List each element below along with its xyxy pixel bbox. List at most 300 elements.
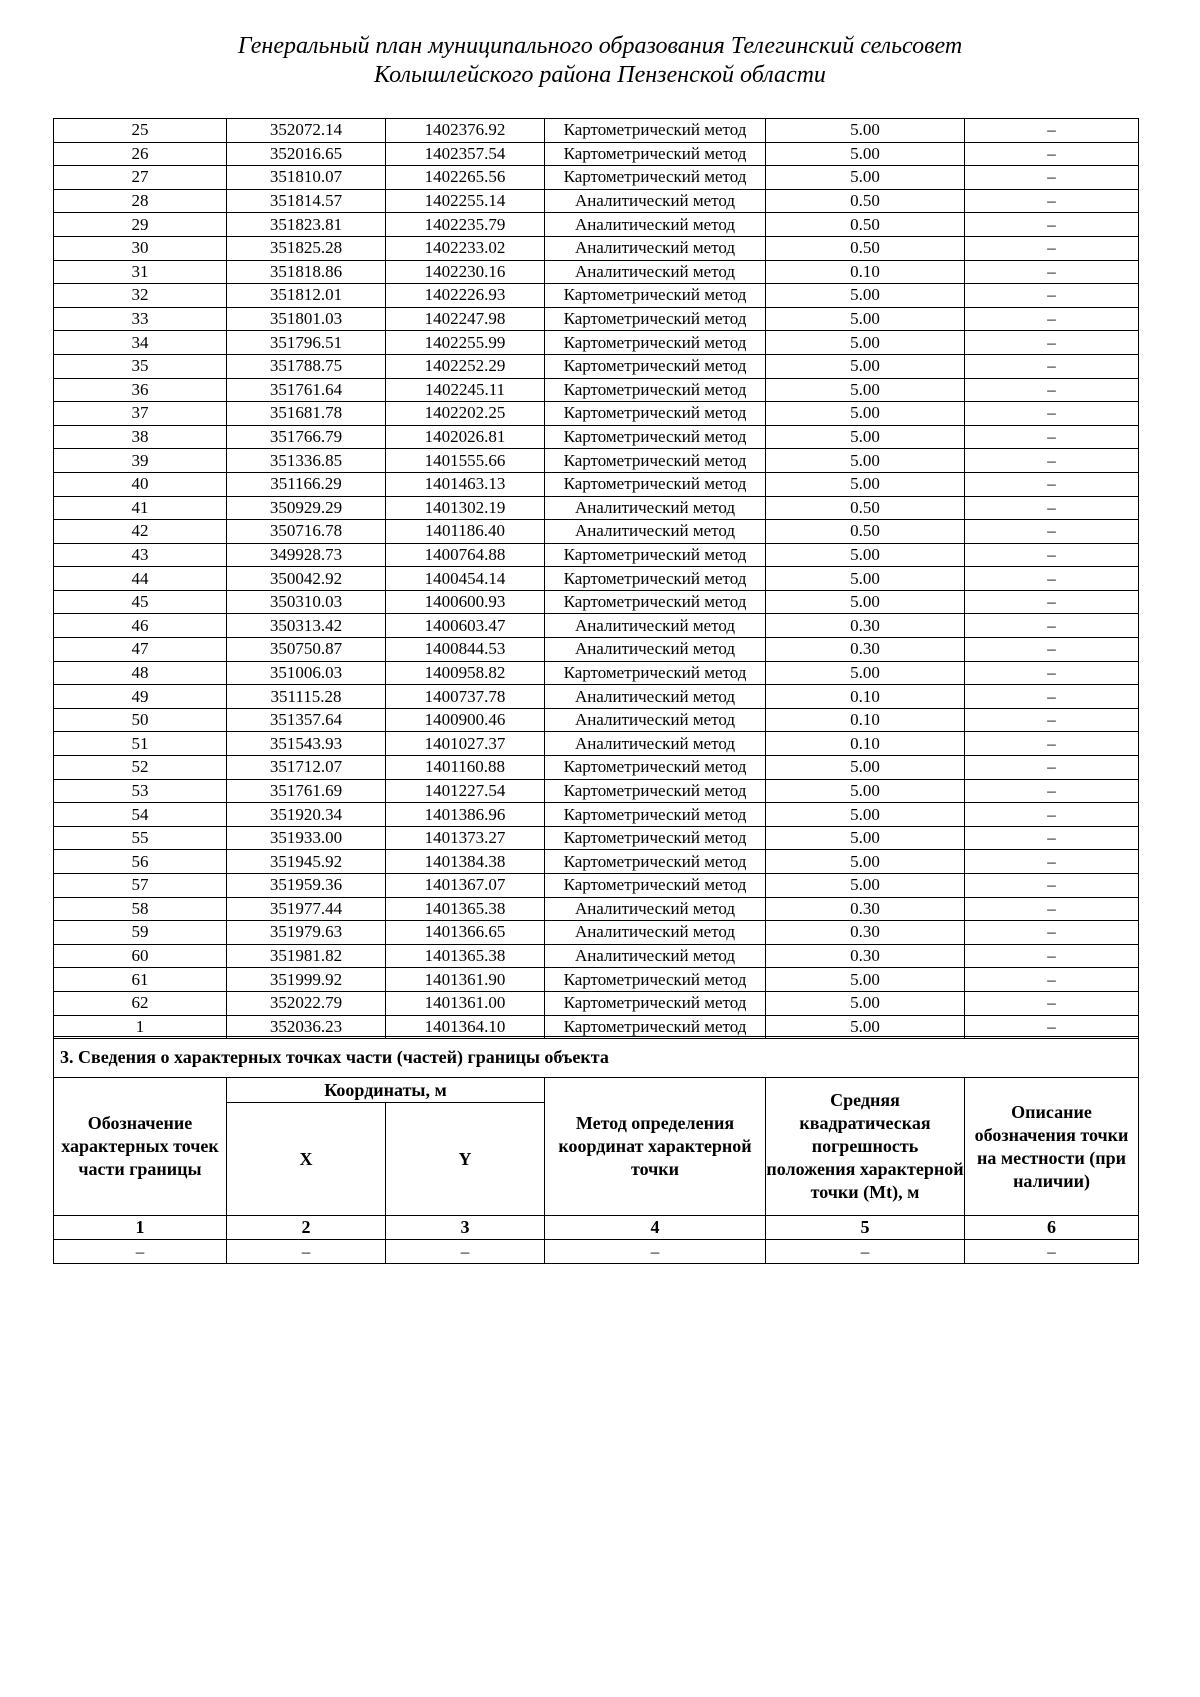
table-cell: Аналитический метод bbox=[545, 638, 766, 662]
table-cell: 5.00 bbox=[766, 331, 965, 355]
column-number: 5 bbox=[766, 1216, 965, 1240]
table-cell: Картометрический метод bbox=[545, 331, 766, 355]
table-cell: – bbox=[965, 803, 1139, 827]
table-cell: 25 bbox=[54, 119, 227, 143]
table-cell: 40 bbox=[54, 472, 227, 496]
table-row bbox=[54, 331, 1139, 355]
table-cell: 1401555.66 bbox=[386, 449, 545, 473]
section3-title-row bbox=[54, 1037, 1139, 1078]
table-cell: 5.00 bbox=[766, 119, 965, 143]
header-line-1: Генеральный план муниципального образования Телегинский сельсовет bbox=[237, 33, 963, 59]
table-cell: 351766.79 bbox=[227, 425, 386, 449]
table-cell: 350310.03 bbox=[227, 590, 386, 614]
table-row bbox=[54, 543, 1139, 567]
table-cell: – bbox=[965, 708, 1139, 732]
table-cell: 35 bbox=[54, 354, 227, 378]
table-row bbox=[54, 638, 1139, 662]
table-cell: 0.30 bbox=[766, 614, 965, 638]
table-cell: 1401365.38 bbox=[386, 944, 545, 968]
table-cell: 34 bbox=[54, 331, 227, 355]
table-cell: – bbox=[965, 944, 1139, 968]
table-row bbox=[54, 779, 1139, 803]
table-cell: – bbox=[965, 189, 1139, 213]
table-cell: 33 bbox=[54, 307, 227, 331]
table-cell: 50 bbox=[54, 708, 227, 732]
table-cell: Картометрический метод bbox=[545, 307, 766, 331]
table-cell: 5.00 bbox=[766, 991, 965, 1015]
table-cell: 1400737.78 bbox=[386, 685, 545, 709]
table-cell: 5.00 bbox=[766, 142, 965, 166]
table-row bbox=[54, 520, 1139, 544]
table-cell: 54 bbox=[54, 803, 227, 827]
header-x: X bbox=[227, 1103, 386, 1216]
table-cell: Аналитический метод bbox=[545, 732, 766, 756]
table-cell: 352072.14 bbox=[227, 119, 386, 143]
table-row bbox=[54, 708, 1139, 732]
table-cell: 53 bbox=[54, 779, 227, 803]
table-cell: 351981.82 bbox=[227, 944, 386, 968]
table-cell: 1402252.29 bbox=[386, 354, 545, 378]
table-cell: 61 bbox=[54, 968, 227, 992]
table-cell: – bbox=[965, 166, 1139, 190]
table-cell: 5.00 bbox=[766, 968, 965, 992]
table-cell: 351761.69 bbox=[227, 779, 386, 803]
table-cell: Аналитический метод bbox=[545, 921, 766, 945]
table-cell: Картометрический метод bbox=[545, 661, 766, 685]
table-cell: – bbox=[965, 685, 1139, 709]
table-row bbox=[54, 260, 1139, 284]
table-cell: Картометрический метод bbox=[545, 826, 766, 850]
table-row bbox=[54, 142, 1139, 166]
table-cell: 351796.51 bbox=[227, 331, 386, 355]
table-cell: – bbox=[965, 449, 1139, 473]
table-cell: 0.10 bbox=[766, 732, 965, 756]
table-cell: – bbox=[965, 213, 1139, 237]
table-cell: 351801.03 bbox=[227, 307, 386, 331]
table-cell: 1400600.93 bbox=[386, 590, 545, 614]
table-cell: 41 bbox=[54, 496, 227, 520]
table-cell: 351979.63 bbox=[227, 921, 386, 945]
table-cell: Аналитический метод bbox=[545, 708, 766, 732]
table-row bbox=[54, 166, 1139, 190]
table-cell: – bbox=[965, 496, 1139, 520]
table-row bbox=[54, 968, 1139, 992]
table-cell: 352036.23 bbox=[227, 1015, 386, 1039]
table-cell: 0.30 bbox=[766, 897, 965, 921]
table-cell: 1401463.13 bbox=[386, 472, 545, 496]
table-cell: Картометрический метод bbox=[545, 119, 766, 143]
table-cell: 1401386.96 bbox=[386, 803, 545, 827]
table-row bbox=[54, 425, 1139, 449]
table-cell: 5.00 bbox=[766, 567, 965, 591]
column-number: 6 bbox=[965, 1216, 1139, 1240]
table-cell: 1401365.38 bbox=[386, 897, 545, 921]
table-cell: 1401027.37 bbox=[386, 732, 545, 756]
table-cell: 30 bbox=[54, 236, 227, 260]
table-row bbox=[54, 826, 1139, 850]
table-cell: 352016.65 bbox=[227, 142, 386, 166]
table-cell: Аналитический метод bbox=[545, 213, 766, 237]
table-cell: 1401364.10 bbox=[386, 1015, 545, 1039]
table-cell: Картометрический метод bbox=[545, 991, 766, 1015]
table-cell: – bbox=[965, 826, 1139, 850]
table-cell: – bbox=[386, 1240, 545, 1264]
table-cell: 351999.92 bbox=[227, 968, 386, 992]
table-cell: 5.00 bbox=[766, 779, 965, 803]
section3-column-numbers bbox=[54, 1216, 1139, 1240]
table-cell: 1401384.38 bbox=[386, 850, 545, 874]
table-cell: – bbox=[965, 1015, 1139, 1039]
table-cell: 1401361.90 bbox=[386, 968, 545, 992]
table-cell: 28 bbox=[54, 189, 227, 213]
table-row bbox=[54, 590, 1139, 614]
table-cell: – bbox=[965, 638, 1139, 662]
table-cell: 1402247.98 bbox=[386, 307, 545, 331]
header-method: Метод определения координат характерной точки bbox=[545, 1078, 766, 1216]
header-coordinates: Координаты, м bbox=[227, 1078, 545, 1103]
table-cell: 351788.75 bbox=[227, 354, 386, 378]
table-cell: 60 bbox=[54, 944, 227, 968]
table-cell: – bbox=[965, 614, 1139, 638]
table-cell: 36 bbox=[54, 378, 227, 402]
table-cell: – bbox=[965, 897, 1139, 921]
table-cell: 1401227.54 bbox=[386, 779, 545, 803]
table-cell: Картометрический метод bbox=[545, 449, 766, 473]
table-cell: 5.00 bbox=[766, 543, 965, 567]
table-cell: Картометрический метод bbox=[545, 166, 766, 190]
table-cell: – bbox=[766, 1240, 965, 1264]
table-cell: 1402026.81 bbox=[386, 425, 545, 449]
table-cell: 350929.29 bbox=[227, 496, 386, 520]
column-number: 2 bbox=[227, 1216, 386, 1240]
table-cell: 1402357.54 bbox=[386, 142, 545, 166]
table-cell: 1402265.56 bbox=[386, 166, 545, 190]
header-line-2: Колышлейского района Пензенской области bbox=[374, 62, 826, 88]
table-cell: 1400958.82 bbox=[386, 661, 545, 685]
table-cell: 5.00 bbox=[766, 874, 965, 898]
table-row bbox=[54, 874, 1139, 898]
table-cell: 42 bbox=[54, 520, 227, 544]
table-cell: Картометрический метод bbox=[545, 874, 766, 898]
table-cell: 57 bbox=[54, 874, 227, 898]
table-cell: 5.00 bbox=[766, 1015, 965, 1039]
boundary-points-body bbox=[54, 119, 1139, 1039]
table-cell: Картометрический метод bbox=[545, 402, 766, 426]
table-cell: 0.50 bbox=[766, 236, 965, 260]
table-row bbox=[54, 921, 1139, 945]
table-cell: – bbox=[965, 779, 1139, 803]
table-cell: 351712.07 bbox=[227, 756, 386, 780]
table-cell: 351945.92 bbox=[227, 850, 386, 874]
table-row bbox=[54, 756, 1139, 780]
table-cell: 5.00 bbox=[766, 826, 965, 850]
table-cell: 5.00 bbox=[766, 590, 965, 614]
table-row bbox=[54, 472, 1139, 496]
table-cell: 351825.28 bbox=[227, 236, 386, 260]
column-number: 1 bbox=[54, 1216, 227, 1240]
table-cell: Картометрический метод bbox=[545, 543, 766, 567]
table-cell: – bbox=[965, 284, 1139, 308]
table-cell: 5.00 bbox=[766, 850, 965, 874]
table-cell: 0.30 bbox=[766, 921, 965, 945]
table-row bbox=[54, 213, 1139, 237]
table-row bbox=[54, 236, 1139, 260]
table-row bbox=[54, 944, 1139, 968]
table-row bbox=[54, 119, 1139, 143]
table-cell: 1400603.47 bbox=[386, 614, 545, 638]
table-cell: Аналитический метод bbox=[545, 685, 766, 709]
table-cell: – bbox=[965, 236, 1139, 260]
table-cell: Аналитический метод bbox=[545, 189, 766, 213]
table-cell: 1 bbox=[54, 1015, 227, 1039]
table-cell: Картометрический метод bbox=[545, 850, 766, 874]
table-cell: 351818.86 bbox=[227, 260, 386, 284]
table-cell: – bbox=[965, 991, 1139, 1015]
table-cell: 56 bbox=[54, 850, 227, 874]
table-cell: 351814.57 bbox=[227, 189, 386, 213]
table-cell: Картометрический метод bbox=[545, 779, 766, 803]
table-row bbox=[54, 567, 1139, 591]
table-cell: 351681.78 bbox=[227, 402, 386, 426]
table-cell: – bbox=[54, 1240, 227, 1264]
table-cell: 5.00 bbox=[766, 378, 965, 402]
table-cell: 351166.29 bbox=[227, 472, 386, 496]
table-row bbox=[54, 803, 1139, 827]
table-cell: 350313.42 bbox=[227, 614, 386, 638]
table-cell: 39 bbox=[54, 449, 227, 473]
table-cell: – bbox=[965, 921, 1139, 945]
table-row bbox=[54, 354, 1139, 378]
table-cell: Картометрический метод bbox=[545, 590, 766, 614]
table-cell: 38 bbox=[54, 425, 227, 449]
table-cell: 43 bbox=[54, 543, 227, 567]
table-cell: 27 bbox=[54, 166, 227, 190]
table-cell: 5.00 bbox=[766, 425, 965, 449]
section3-title: 3. Сведения о характерных точках части (частей) границы объекта bbox=[54, 1037, 1139, 1078]
table-cell: 1402255.99 bbox=[386, 331, 545, 355]
table-cell: 0.50 bbox=[766, 520, 965, 544]
table-cell: 37 bbox=[54, 402, 227, 426]
table-cell: 0.10 bbox=[766, 260, 965, 284]
table-row bbox=[54, 732, 1139, 756]
table-cell: – bbox=[227, 1240, 386, 1264]
table-cell: 1401366.65 bbox=[386, 921, 545, 945]
table-cell: Картометрический метод bbox=[545, 803, 766, 827]
boundary-points-table bbox=[53, 118, 1139, 1039]
section3-header-row-1 bbox=[54, 1078, 1139, 1103]
table-cell: 44 bbox=[54, 567, 227, 591]
table-cell: 351810.07 bbox=[227, 166, 386, 190]
table-cell: Аналитический метод bbox=[545, 614, 766, 638]
header-error: Средняя квадратическая погрешность положения характерной точки (Mt), м bbox=[766, 1078, 965, 1216]
table-cell: – bbox=[965, 756, 1139, 780]
header-y: Y bbox=[386, 1103, 545, 1216]
table-cell: 349928.73 bbox=[227, 543, 386, 567]
table-cell: 351920.34 bbox=[227, 803, 386, 827]
table-cell: Аналитический метод bbox=[545, 236, 766, 260]
table-cell: – bbox=[545, 1240, 766, 1264]
table-cell: 1402226.93 bbox=[386, 284, 545, 308]
table-cell: 0.30 bbox=[766, 944, 965, 968]
table-cell: 1400764.88 bbox=[386, 543, 545, 567]
table-cell: 5.00 bbox=[766, 307, 965, 331]
table-cell: 5.00 bbox=[766, 661, 965, 685]
table-cell: Картометрический метод bbox=[545, 378, 766, 402]
table-cell: 351357.64 bbox=[227, 708, 386, 732]
table-cell: 1400900.46 bbox=[386, 708, 545, 732]
table-cell: 1402235.79 bbox=[386, 213, 545, 237]
header-point-designation: Обозначение характерных точек части границы bbox=[54, 1078, 227, 1216]
table-cell: 0.10 bbox=[766, 685, 965, 709]
section3-table bbox=[53, 1036, 1139, 1264]
table-cell: 0.50 bbox=[766, 189, 965, 213]
table-cell: 29 bbox=[54, 213, 227, 237]
table-cell: 47 bbox=[54, 638, 227, 662]
table-cell: Аналитический метод bbox=[545, 897, 766, 921]
table-row bbox=[54, 897, 1139, 921]
table-cell: Картометрический метод bbox=[545, 1015, 766, 1039]
table-cell: 1400844.53 bbox=[386, 638, 545, 662]
table-cell: Картометрический метод bbox=[545, 756, 766, 780]
table-cell: 1401373.27 bbox=[386, 826, 545, 850]
table-cell: 1402255.14 bbox=[386, 189, 545, 213]
table-cell: 1402376.92 bbox=[386, 119, 545, 143]
table-cell: 32 bbox=[54, 284, 227, 308]
table-cell: – bbox=[965, 260, 1139, 284]
table-cell: 52 bbox=[54, 756, 227, 780]
table-cell: 5.00 bbox=[766, 284, 965, 308]
table-cell: 350750.87 bbox=[227, 638, 386, 662]
table-cell: 1402202.25 bbox=[386, 402, 545, 426]
table-row bbox=[54, 307, 1139, 331]
table-cell: Аналитический метод bbox=[545, 260, 766, 284]
table-cell: 351823.81 bbox=[227, 213, 386, 237]
table-cell: 351977.44 bbox=[227, 897, 386, 921]
table-cell: Картометрический метод bbox=[545, 968, 766, 992]
table-cell: 59 bbox=[54, 921, 227, 945]
section3-empty-row bbox=[54, 1240, 1139, 1264]
table-cell: 58 bbox=[54, 897, 227, 921]
table-row bbox=[54, 661, 1139, 685]
header-description: Описание обозначения точки на местности (при наличии) bbox=[965, 1078, 1139, 1216]
table-cell: – bbox=[965, 142, 1139, 166]
table-cell: – bbox=[965, 520, 1139, 544]
table-row bbox=[54, 991, 1139, 1015]
table-cell: 46 bbox=[54, 614, 227, 638]
table-cell: 350042.92 bbox=[227, 567, 386, 591]
table-cell: 5.00 bbox=[766, 472, 965, 496]
table-cell: 351543.93 bbox=[227, 732, 386, 756]
table-cell: Картометрический метод bbox=[545, 472, 766, 496]
table-cell: 1400454.14 bbox=[386, 567, 545, 591]
table-cell: 31 bbox=[54, 260, 227, 284]
table-cell: 5.00 bbox=[766, 402, 965, 426]
table-cell: 1401186.40 bbox=[386, 520, 545, 544]
table-cell: – bbox=[965, 472, 1139, 496]
table-cell: Аналитический метод bbox=[545, 944, 766, 968]
table-cell: 1402245.11 bbox=[386, 378, 545, 402]
column-number: 4 bbox=[545, 1216, 766, 1240]
table-cell: 5.00 bbox=[766, 354, 965, 378]
table-cell: 352022.79 bbox=[227, 991, 386, 1015]
table-cell: – bbox=[965, 661, 1139, 685]
table-cell: 5.00 bbox=[766, 803, 965, 827]
table-row bbox=[54, 378, 1139, 402]
column-number: 3 bbox=[386, 1216, 545, 1240]
table-cell: – bbox=[965, 331, 1139, 355]
table-cell: – bbox=[965, 119, 1139, 143]
table-cell: 351761.64 bbox=[227, 378, 386, 402]
table-cell: Аналитический метод bbox=[545, 520, 766, 544]
table-cell: – bbox=[965, 402, 1139, 426]
table-cell: – bbox=[965, 1240, 1139, 1264]
table-cell: 5.00 bbox=[766, 166, 965, 190]
table-row bbox=[54, 685, 1139, 709]
table-cell: 1401160.88 bbox=[386, 756, 545, 780]
table-row bbox=[54, 402, 1139, 426]
table-row bbox=[54, 449, 1139, 473]
table-cell: 5.00 bbox=[766, 756, 965, 780]
table-cell: 5.00 bbox=[766, 449, 965, 473]
table-cell: 0.50 bbox=[766, 213, 965, 237]
table-row bbox=[54, 496, 1139, 520]
table-cell: – bbox=[965, 874, 1139, 898]
table-cell: 62 bbox=[54, 991, 227, 1015]
table-cell: 48 bbox=[54, 661, 227, 685]
table-cell: 1402230.16 bbox=[386, 260, 545, 284]
table-cell: 351336.85 bbox=[227, 449, 386, 473]
table-cell: 26 bbox=[54, 142, 227, 166]
table-cell: 351812.01 bbox=[227, 284, 386, 308]
table-cell: 1401361.00 bbox=[386, 991, 545, 1015]
table-cell: – bbox=[965, 850, 1139, 874]
table-cell: Картометрический метод bbox=[545, 142, 766, 166]
table-cell: 49 bbox=[54, 685, 227, 709]
table-cell: 1401367.07 bbox=[386, 874, 545, 898]
table-cell: Картометрический метод bbox=[545, 567, 766, 591]
table-cell: – bbox=[965, 543, 1139, 567]
table-cell: 0.30 bbox=[766, 638, 965, 662]
table-cell: Аналитический метод bbox=[545, 496, 766, 520]
table-cell: – bbox=[965, 567, 1139, 591]
table-cell: 0.50 bbox=[766, 496, 965, 520]
table-cell: Картометрический метод bbox=[545, 284, 766, 308]
table-cell: 55 bbox=[54, 826, 227, 850]
table-cell: 351959.36 bbox=[227, 874, 386, 898]
document-header bbox=[0, 32, 1200, 90]
table-cell: Картометрический метод bbox=[545, 354, 766, 378]
table-cell: – bbox=[965, 307, 1139, 331]
table-cell: – bbox=[965, 968, 1139, 992]
table-cell: – bbox=[965, 425, 1139, 449]
table-cell: 1402233.02 bbox=[386, 236, 545, 260]
table-cell: – bbox=[965, 354, 1139, 378]
table-cell: 351006.03 bbox=[227, 661, 386, 685]
table-cell: 1401302.19 bbox=[386, 496, 545, 520]
table-cell: 351933.00 bbox=[227, 826, 386, 850]
table-cell: – bbox=[965, 590, 1139, 614]
table-row bbox=[54, 614, 1139, 638]
table-cell: – bbox=[965, 378, 1139, 402]
table-cell: 0.10 bbox=[766, 708, 965, 732]
table-cell: 351115.28 bbox=[227, 685, 386, 709]
table-row bbox=[54, 284, 1139, 308]
table-cell: 350716.78 bbox=[227, 520, 386, 544]
table-cell: 51 bbox=[54, 732, 227, 756]
table-cell: – bbox=[965, 732, 1139, 756]
table-cell: 45 bbox=[54, 590, 227, 614]
table-cell: Картометрический метод bbox=[545, 425, 766, 449]
